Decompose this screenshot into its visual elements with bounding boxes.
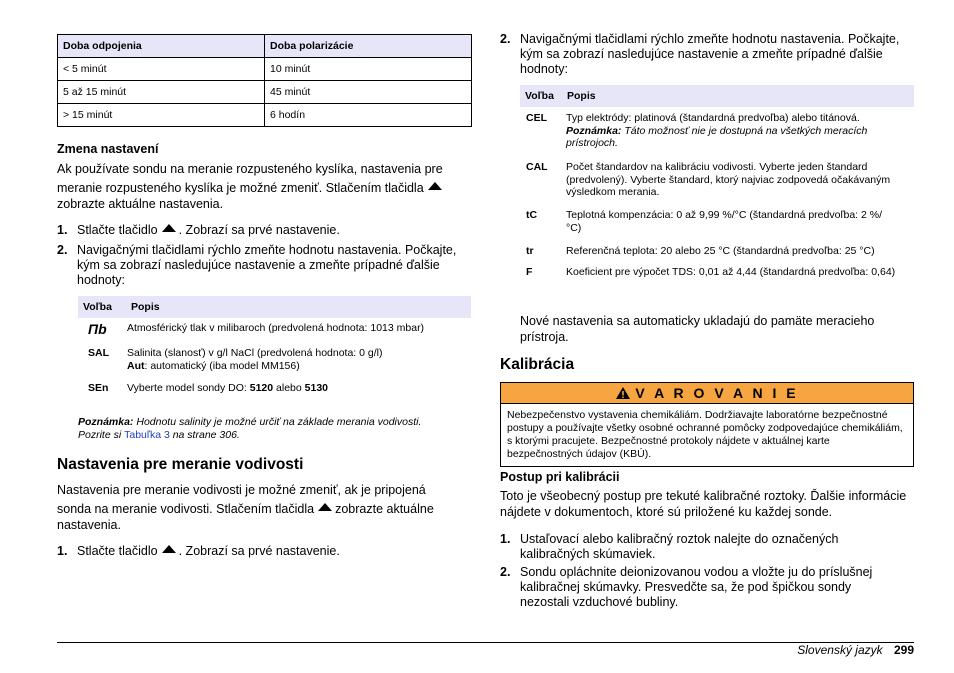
desc-line: : automatický (iba model MM156) [144, 359, 300, 372]
postup-paragraph: Toto je všeobecný postup pre tekuté kalibračné roztoky. Ďalšie informácie nájdete v dokumentoch, ktoré sú priložené ku každej sonde. [500, 489, 907, 519]
footer [797, 643, 914, 657]
paragraph-line: Nastavenia pre meranie vodivosti je možné zmeniť, ak je pripojená [57, 483, 426, 497]
vodivost-paragraph [57, 482, 477, 533]
step-1 [57, 544, 477, 560]
table-cell: 6 hodín [265, 104, 472, 127]
warning-title: V A R O V A N I E [635, 385, 799, 401]
desc-text: Vyberte model sondy DO: [127, 382, 250, 394]
footer-rule [57, 642, 914, 643]
zmena-paragraph [57, 161, 477, 212]
option-code: CAL [526, 161, 548, 173]
option-code: SAL [88, 347, 109, 359]
option-code: tr [526, 245, 534, 257]
step-text: Ustaľovací alebo kalibračný roztok nalejte do označených kalibračných skúmaviek. [520, 532, 839, 561]
note-label: Poznámka: [566, 124, 622, 137]
desc-bold: Aut [127, 359, 145, 372]
section-heading-vodivost: Nastavenia pre meranie vodivosti [57, 456, 304, 473]
table-reference-link[interactable]: Tabuľka 3 [124, 428, 170, 441]
table-header: Doba polarizácie [265, 35, 472, 58]
step-text: Stlačte tlačidlo [77, 544, 158, 558]
step-1 [500, 532, 920, 564]
option-code: Пb [88, 321, 107, 337]
note-text: na strane 306. [169, 428, 240, 441]
section-heading-postup: Postup pri kalibrácii [500, 470, 620, 484]
warning-header [500, 382, 914, 404]
option-code: SEn [88, 382, 109, 394]
table-header: Voľba [525, 90, 554, 102]
warning-triangle-icon [615, 386, 631, 400]
page-number: 299 [893, 643, 914, 657]
option-code: tC [526, 209, 538, 221]
option-desc: Koeficient pre výpočet TDS: 0,01 až 4,44 (štandardná predvoľba: 0,64) [566, 266, 896, 278]
step-number: 2. [500, 32, 511, 46]
paragraph-line: sonda na meranie vodivosti. Stlačením tlačidla [57, 502, 315, 516]
option-desc: Teplotná kompenzácia: 0 až 9,99 %/°C (štandardná predvoľba: 2 %/°C) [566, 209, 883, 234]
paragraph-line: meranie rozpusteného kyslíka je možné zmeniť. Stlačením tlačidla [57, 181, 424, 195]
desc-text: alebo [273, 382, 305, 394]
up-arrow-key-icon [162, 224, 176, 232]
section-heading-kalibracia: Kalibrácia [500, 356, 575, 373]
options-table-do [78, 296, 471, 318]
timeout-table [57, 34, 472, 127]
step-text: . Zobrazí sa prvé nastavenie. [178, 223, 340, 237]
table-header: Popis [131, 301, 160, 313]
table-cell: < 5 minút [58, 58, 265, 81]
step-text: . Zobrazí sa prvé nastavenie. [178, 544, 340, 558]
pressure-code-icon [88, 321, 107, 339]
paragraph-line: zobrazte aktuálne [335, 502, 434, 516]
saved-settings-text: Nové nastavenia sa automaticky ukladajú do pamäte meracieho prístroja. [520, 314, 875, 344]
section-heading-zmena: Zmena nastavení [57, 142, 159, 156]
table-header-row [78, 296, 471, 318]
paragraph-line: Ak používate sondu na meranie rozpusteného kyslíka, nastavenia pre [57, 162, 443, 176]
table-cell: 10 minút [265, 58, 472, 81]
option-code: CEL [526, 112, 547, 124]
option-desc: Počet štandardov na kalibráciu vodivosti. Vyberte jeden štandard (predvolený). Vyberte štandard, ktorý najviac zodpovedá očakávaným výsledkom merania. [566, 161, 891, 198]
option-desc [127, 347, 472, 372]
option-desc: Referenčná teplota: 20 alebo 25 °C (štandardná predvoľba: 25 °C) [566, 245, 875, 257]
table-header: Voľba [83, 301, 112, 313]
table-header-row [520, 85, 914, 107]
table-header: Doba odpojenia [58, 35, 265, 58]
step-2 [57, 243, 477, 291]
step-text: Navigačnými tlačidlami rýchlo zmeňte hodnotu nastavenia. Počkajte, kým sa zobrazí nasledujúce nastavenie a zmeňte prípadné ďalšie hodnoty: [77, 243, 457, 287]
step-2 [500, 565, 920, 613]
footer-language: Slovenský jazyk [797, 643, 883, 657]
warning-box [500, 382, 914, 467]
step-2 [500, 32, 920, 80]
salinity-note [78, 416, 473, 441]
option-desc [127, 382, 472, 395]
table-cell: > 15 minút [58, 104, 265, 127]
step-text: Stlačte tlačidlo [77, 223, 158, 237]
up-arrow-key-icon [318, 503, 332, 511]
step-number: 1. [500, 532, 511, 546]
up-arrow-key-icon [428, 182, 442, 190]
option-code: F [526, 266, 533, 278]
table-cell: 5 až 15 minút [58, 81, 265, 104]
desc-bold: 5120 [249, 382, 274, 394]
note-label: Poznámka: [78, 416, 134, 428]
table-header: Popis [567, 90, 596, 102]
step-text: Sondu opláchnite deionizovanou vodou a vložte ju do príslušnej kalibračnej skúmavky. Presvedčte sa, že pod špičkou sondy nezostali vzduchové bubliny. [520, 565, 873, 609]
note-text: Pozrite si [78, 428, 125, 441]
step-1 [57, 223, 477, 239]
table-cell: 45 minút [265, 81, 472, 104]
desc-bold: 5130 [304, 382, 328, 394]
option-desc [566, 112, 906, 150]
note-text: Táto možnosť nie je dostupná na všetkých meracích prístrojoch. [566, 124, 868, 149]
paragraph-line: nastavenia. [57, 518, 121, 532]
step-number: 1. [57, 544, 68, 558]
note-text: Hodnotu salinity je možné určiť na základe merania vodivosti. [133, 416, 422, 428]
warning-text: Nebezpečenstvo vystavenia chemikáliám. Dodržiavajte laboratórne bezpečnostné postupy a používajte všetky osobné ochranné pomôcky zodpovedajúce chemikáliám, s ktorými pracujete. Bezpečnostné protokoly nájdete v aktuálnej karte bezpečnostných údajov (KBÚ). [500, 404, 914, 467]
step-number: 2. [57, 243, 68, 257]
desc-line: Typ elektródy: platinová (štandardná predvoľba) alebo titánová. [566, 112, 860, 124]
up-arrow-key-icon [162, 545, 176, 553]
option-desc: Atmosférický tlak v milibaroch (predvolená hodnota: 1013 mbar) [127, 322, 425, 334]
step-number: 2. [500, 565, 511, 579]
step-text: Navigačnými tlačidlami rýchlo zmeňte hodnotu nastavenia. Počkajte, kým sa zobrazí nasledujúce nastavenie a zmeňte prípadné ďalšie hodnoty: [520, 32, 900, 76]
desc-line: Salinita (slanosť) v g/l NaCl (predvolená hodnota: 0 g/l) [127, 347, 383, 359]
paragraph-line: zobrazte aktuálne nastavenia. [57, 197, 224, 211]
options-table-conductivity [520, 85, 914, 107]
step-number: 1. [57, 223, 68, 237]
